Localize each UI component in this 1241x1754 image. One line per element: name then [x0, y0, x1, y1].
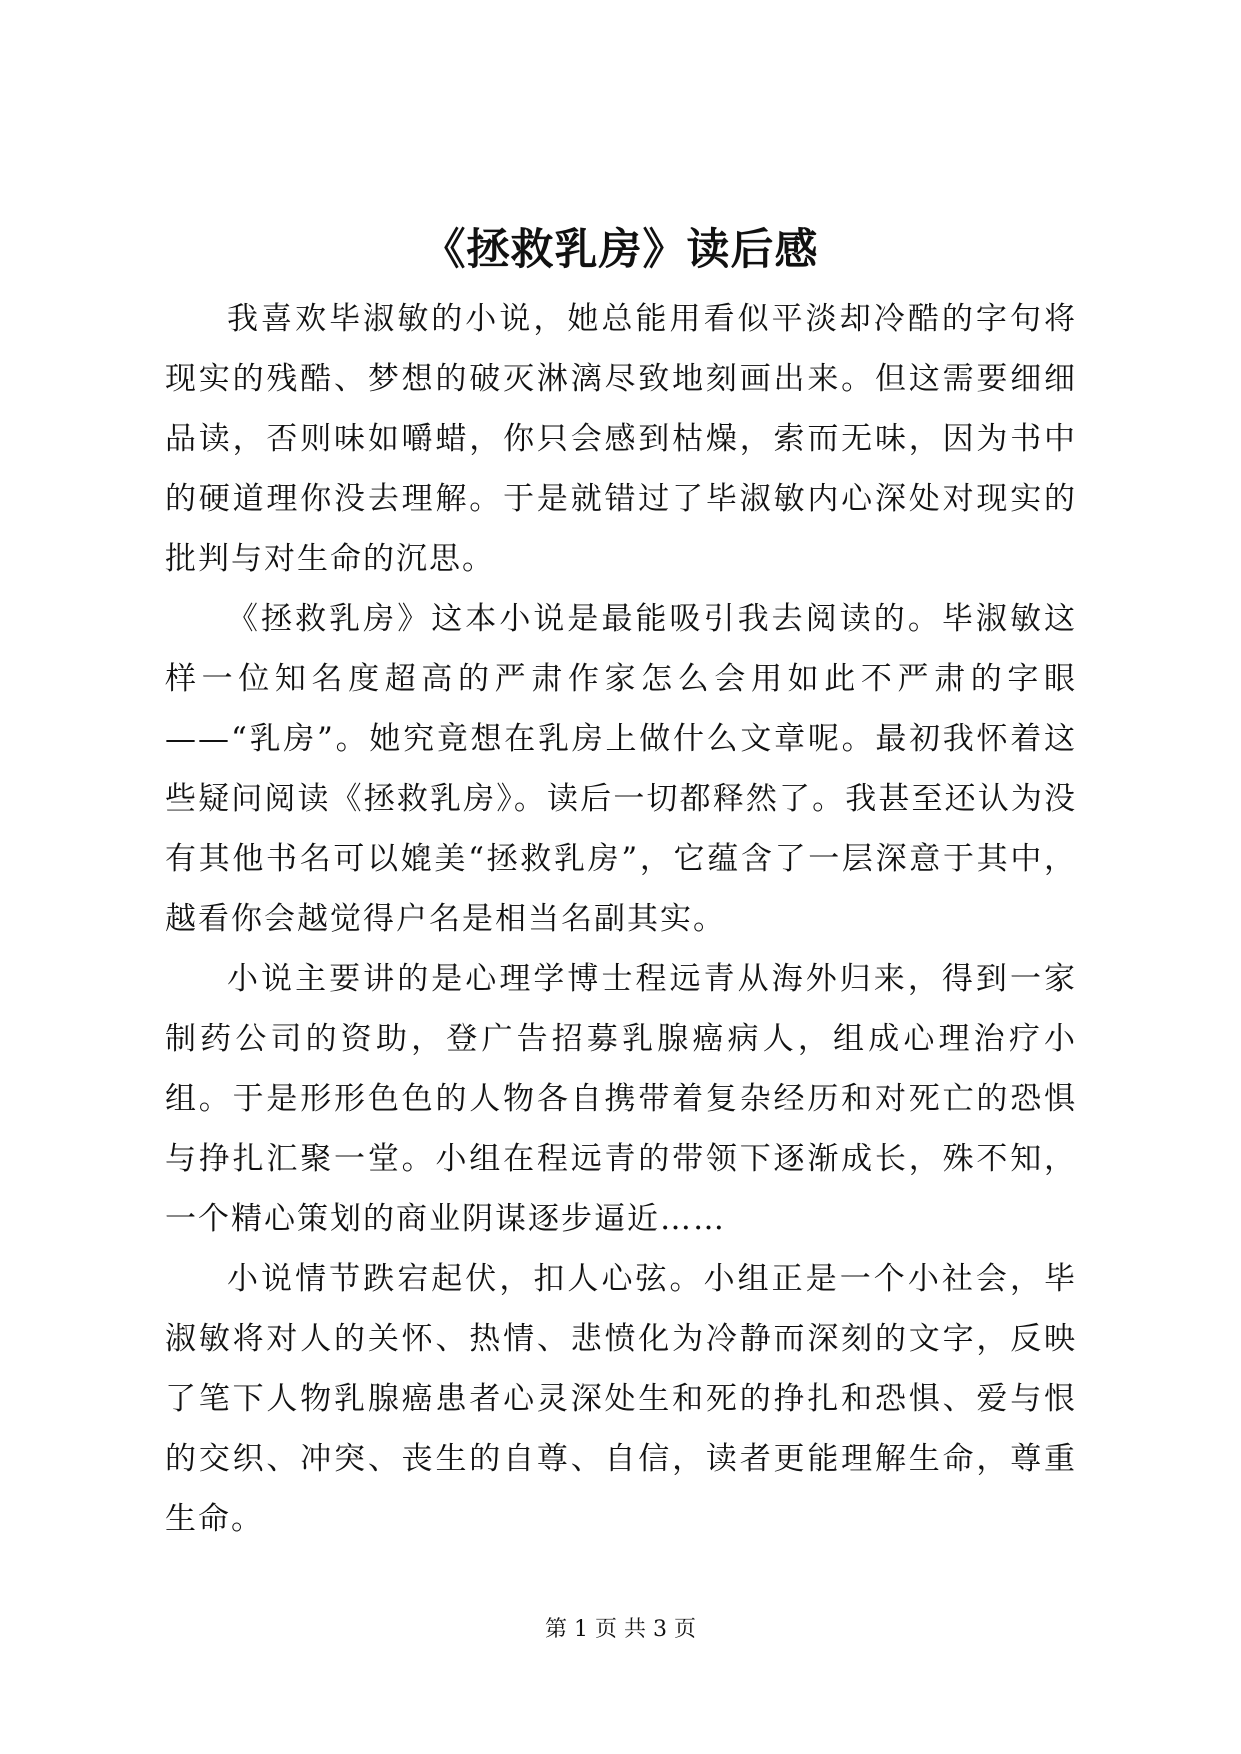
paragraph: 我喜欢毕淑敏的小说，她总能用看似平淡却冷酷的字句将现实的残酷、梦想的破灭淋漓尽致地刻画出来。但这需要细细品读，否则味如嚼蜡，你只会感到枯燥，索而无味，因为书中的硬道理你没去理解。于是就错过了毕淑敏内心深处对现实的批判与对生命的沉思。 — [165, 301, 1077, 577]
paragraph: 《拯救乳房》这本小说是最能吸引我去阅读的。毕淑敏这样一位知名度超高的严肃作家怎么会用如此不严肃的字眼——“乳房”。她究竟想在乳房上做什么文章呢。最初我怀着这些疑问阅读《拯救乳房》。读后一切都释然了。我甚至还认为没有其他书名可以媲美“拯救乳房”，它蕴含了一层深意于其中，越看你会越觉得户名是相当名副其实。 — [165, 601, 1077, 937]
paragraph: 小说主要讲的是心理学博士程远青从海外归来，得到一家制药公司的资助，登广告招募乳腺癌病人，组成心理治疗小组。于是形形色色的人物各自携带着复杂经历和对死亡的恐惧与挣扎汇聚一堂。小组在程远青的带领下逐渐成长，殊不知，一个精心策划的商业阴谋逐步逼近…… — [165, 961, 1077, 1237]
paragraph: 小说情节跌宕起伏，扣人心弦。小组正是一个小社会，毕淑敏将对人的关怀、热情、悲愤化为冷静而深刻的文字，反映了笔下人物乳腺癌患者心灵深处生和死的挣扎和恐惧、爱与恨的交织、冲突、丧生的自尊、自信，读者更能理解生命，尊重生命。 — [165, 1261, 1077, 1537]
document-body — [165, 289, 1077, 1549]
document-title: 《拯救乳房》读后感 — [422, 225, 819, 275]
page-number-footer: 第 1 页 共 3 页 — [545, 1617, 696, 1642]
